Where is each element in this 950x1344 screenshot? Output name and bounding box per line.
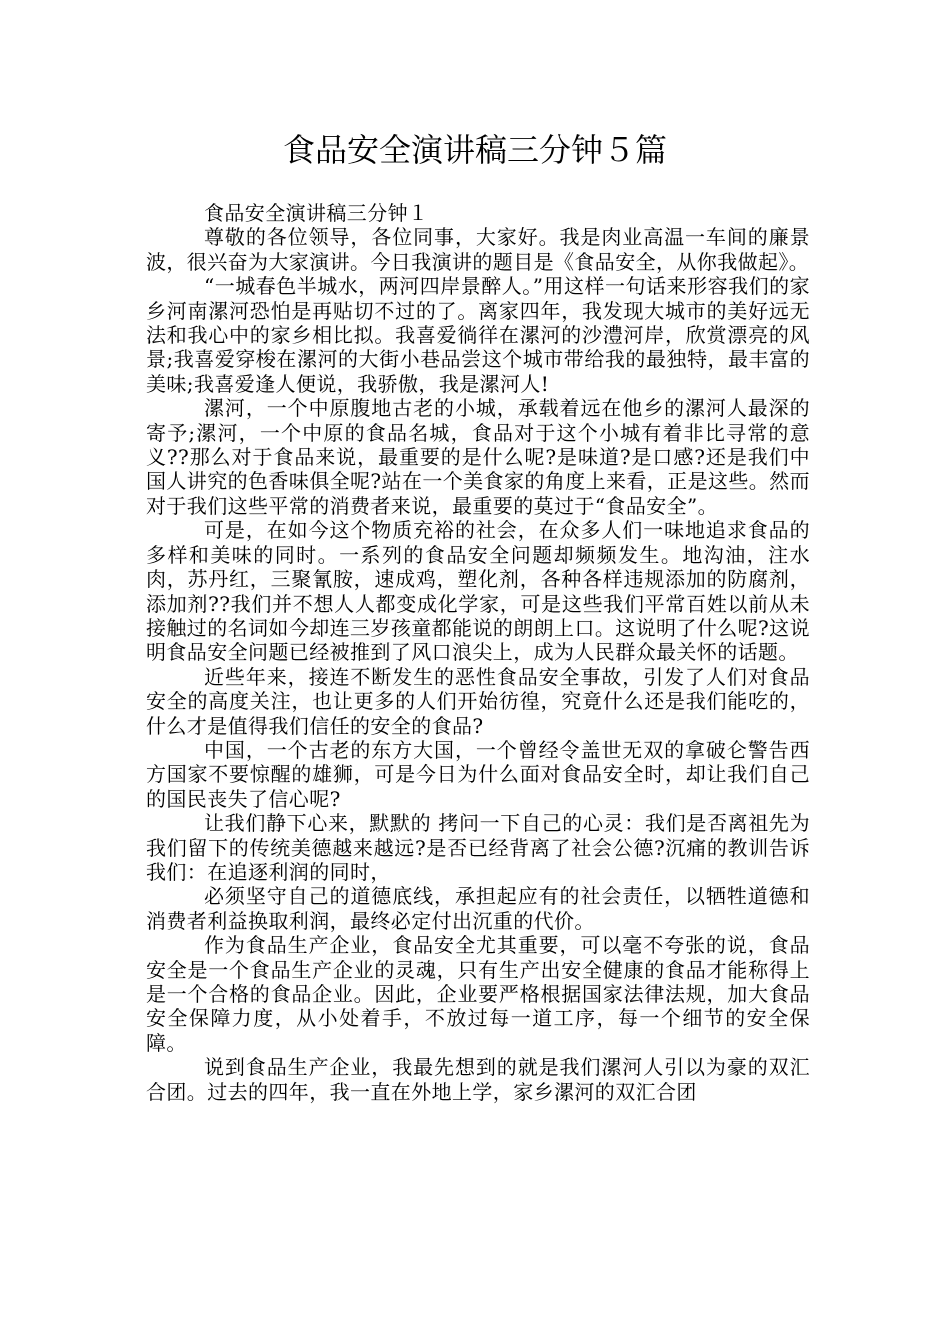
paragraph: 必须坚守自己的道德底线，承担起应有的社会责任，以牺牲道德和消费者利益换取利润，最终必定付出沉重的代价。	[146, 884, 810, 933]
document-body	[146, 201, 810, 1104]
paragraph: 作为食品生产企业，食品安全尤其重要，可以毫不夸张的说，食品安全是一个食品生产企业的灵魂，只有生产出安全健康的食品才能称得上是一个合格的食品企业。因此，企业要严格根据国家法律法规，加大食品安全保障力度，从小处着手，不放过每一道工序，每一个细节的安全保障。	[146, 933, 810, 1055]
paragraph: 尊敬的各位领导，各位同事，大家好。我是肉业高温一车间的廉景波，很兴奋为大家演讲。今日我演讲的题目是《食品安全，从你我做起》。	[146, 225, 810, 274]
paragraph: 说到食品生产企业，我最先想到的就是我们漯河人引以为豪的双汇合团。过去的四年，我一直在外地上学，家乡漯河的双汇合团	[146, 1055, 810, 1104]
paragraph: 可是，在如今这个物质充裕的社会，在众多人们一味地追求食品的多样和美味的同时。一系列的食品安全问题却频频发生。地沟油，注水肉，苏丹红，三聚氰胺，速成鸡，塑化剂，各种各样违规添加的防腐剂，添加剂??我们并不想人人都变成化学家，可是这些我们平常百姓以前从未接触过的名词如今却连三岁孩童都能说的朗朗上口。这说明了什么呢?这说明食品安全问题已经被推到了风口浪尖上，成为人民群众最关怀的话题。	[146, 518, 810, 665]
section-heading: 食品安全演讲稿三分钟１	[204, 201, 429, 225]
paragraph: 近些年来，接连不断发生的恶性食品安全事故，引发了人们对食品安全的高度关注，也让更多的人们开始彷徨，究竟什么还是我们能吃的，什么才是值得我们信任的安全的食品?	[146, 664, 810, 738]
document-title: 食品安全演讲稿三分钟５篇	[282, 131, 667, 169]
paragraph: 让我们静下心来，默默的 拷问一下自己的心灵：我们是否离祖先为我们留下的传统美德越来越远?是否已经背离了社会公德?沉痛的教训告诉我们：在追逐利润的同时，	[146, 811, 810, 884]
paragraph: “一城春色半城水，两河四岸景醉人。”用这样一句话来形容我们的家乡河南漯河恐怕是再贴切不过的了。离家四年，我发现大城市的美好远无法和我心中的家乡相比拟。我喜爱徜徉在漯河的沙澧河岸，欣赏漂亮的风景;我喜爱穿梭在漯河的大街小巷品尝这个城市带给我的最独特，最丰富的美味;我喜爱逢人便说，我骄傲，我是漯河人!	[146, 274, 810, 396]
paragraph: 漯河，一个中原腹地古老的小城，承载着远在他乡的漯河人最深的寄予;漯河，一个中原的食品名城，食品对于这个小城有着非比寻常的意义??那么对于食品来说，最重要的是什么呢?是味道?是口感?还是我们中国人讲究的色香味俱全呢?站在一个美食家的角度上来看，正是这些。然而对于我们这些平常的消费者来说，最重要的莫过于“食品安全”。	[146, 396, 810, 518]
paragraph: 中国，一个古老的东方大国，一个曾经令盖世无双的拿破仑警告西方国家不要惊醒的雄狮，可是今日为什么面对食品安全时，却让我们自己的国民丧失了信心呢?	[146, 737, 810, 811]
